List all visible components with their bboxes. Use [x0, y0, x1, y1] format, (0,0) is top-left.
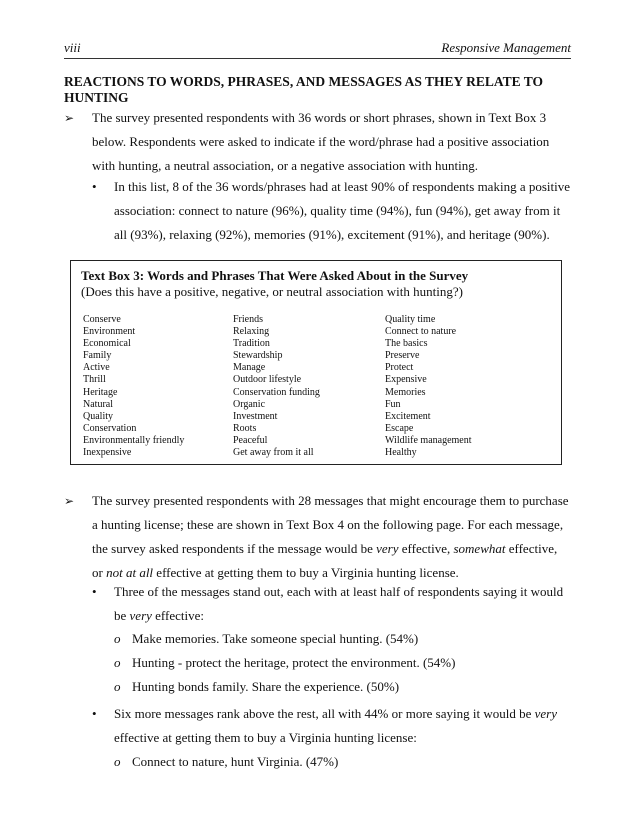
header-title: Responsive Management [441, 40, 571, 55]
text-run: Six more messages rank above the rest, all with 44% or more saying it would be [114, 706, 535, 721]
word-item: Heritage [83, 386, 118, 398]
word-item: The basics [385, 338, 428, 350]
word-item: Wildlife management [385, 434, 472, 446]
word-item: Preserve [385, 350, 420, 362]
page-number: viii [64, 40, 81, 55]
word-item: Get away from it all [233, 447, 314, 459]
sub-bullet-text: In this list, 8 of the 36 words/phrases had at least 90% of respondents making a positive association: connect to nature (96%), quality time (94%), fun (94%), get away from it all (93%), relaxing (92%), memories (91%), excitement (91%), and heritage (90%). [114, 179, 571, 242]
message-item [114, 750, 564, 774]
dot-bullet-icon: • [92, 179, 97, 194]
word-item: Escape [385, 422, 414, 434]
word-item: Tradition [233, 338, 270, 350]
circle-bullet-icon: o [114, 754, 121, 769]
text-run: Three of the messages stand out, each with at least half of respondents saying it would be [114, 584, 564, 623]
text-run: The survey presented respondents with 28 messages that might encourage them to purchase a hunting license; these are shown in Text Box 4 on the following page. For each message, the survey asked respondents if the message would be [92, 493, 569, 556]
arrow-bullet-icon: ➢ [64, 494, 75, 508]
word-item: Quality time [385, 314, 436, 325]
sub-bullet-text [114, 702, 570, 750]
emphasis-very: very [376, 541, 399, 556]
page-header [64, 38, 571, 59]
sub-bullet-90-percent [92, 175, 570, 247]
bullet-messages-survey [64, 489, 570, 585]
text-box-subtitle: (Does this have a positive, negative, or neutral association with hunting?) [81, 284, 463, 299]
word-item: Relaxing [233, 326, 270, 338]
arrow-bullet-icon: ➢ [64, 111, 75, 125]
bullet-text [92, 489, 570, 585]
word-item: Economical [83, 338, 131, 350]
dot-bullet-icon: • [92, 706, 97, 721]
word-item: Manage [233, 362, 266, 374]
word-item: Fun [385, 398, 401, 410]
emphasis-very: very [534, 706, 557, 721]
word-item: Conserve [83, 314, 121, 325]
dot-bullet-icon: • [92, 584, 97, 599]
text-run: effective at getting them to buy a Virginia hunting license: [114, 730, 417, 745]
word-item: Conservation funding [233, 386, 320, 398]
circle-bullet-icon: o [114, 655, 121, 670]
word-column-1 [83, 314, 184, 459]
word-column-2 [233, 314, 320, 459]
message-text: Hunting - protect the heritage, protect the environment. (54%) [132, 655, 456, 670]
text-run: effective at getting them to buy a Virginia hunting license. [153, 565, 459, 580]
word-item: Outdoor lifestyle [233, 374, 302, 386]
word-item: Friends [233, 314, 263, 325]
word-item: Investment [233, 410, 278, 422]
emphasis-not-at-all: not at all [106, 565, 154, 580]
word-item: Active [83, 362, 110, 374]
word-item: Environment [83, 326, 136, 338]
word-item: Roots [233, 422, 257, 434]
sub-bullet-three-messages [92, 580, 570, 628]
word-item: Inexpensive [83, 447, 132, 459]
word-item: Healthy [385, 447, 417, 459]
word-column-3 [385, 314, 472, 459]
section-heading: REACTIONS TO WORDS, PHRASES, AND MESSAGES AS THEY RELATE TO HUNTING [64, 74, 544, 105]
message-item [114, 675, 564, 699]
word-item: Memories [385, 386, 426, 398]
message-item [114, 627, 564, 651]
text-run: effective, or [92, 541, 558, 580]
bullet-text: The survey presented respondents with 36 words or short phrases, shown in Text Box 3 below. Respondents were asked to indicate if the word/phrase had a positive association with hunting, a neutral association, or a negative association with hunting. [92, 110, 550, 173]
sub-bullet-six-messages [92, 702, 570, 750]
word-item: Peaceful [233, 434, 268, 446]
bullet-words-survey [64, 106, 570, 178]
text-box-3 [70, 260, 562, 465]
word-item: Conservation [83, 422, 137, 434]
word-item: Organic [233, 398, 266, 410]
word-item: Protect [385, 362, 414, 374]
word-item: Family [83, 350, 112, 362]
text-box-title: Text Box 3: Words and Phrases That Were Asked About in the Survey [81, 268, 469, 283]
word-item: Quality [83, 410, 113, 422]
word-item: Excitement [385, 410, 431, 422]
message-text: Connect to nature, hunt Virginia. (47%) [132, 754, 339, 769]
word-item: Environmentally friendly [83, 434, 185, 446]
message-item [114, 651, 564, 675]
text-run: effective, [398, 541, 454, 556]
message-text: Make memories. Take someone special hunting. (54%) [132, 631, 419, 646]
sub-bullet-text [114, 580, 570, 628]
circle-bullet-icon: o [114, 679, 121, 694]
word-item: Thrill [83, 374, 106, 386]
circle-bullet-icon: o [114, 631, 121, 646]
word-item: Connect to nature [385, 326, 457, 338]
emphasis-somewhat: somewhat [453, 541, 506, 556]
message-text: Hunting bonds family. Share the experience. (50%) [132, 679, 400, 694]
word-item: Natural [83, 398, 113, 410]
word-item: Stewardship [233, 350, 283, 362]
text-run: effective: [151, 608, 204, 623]
word-item: Expensive [385, 374, 427, 386]
emphasis-very: very [129, 608, 152, 623]
